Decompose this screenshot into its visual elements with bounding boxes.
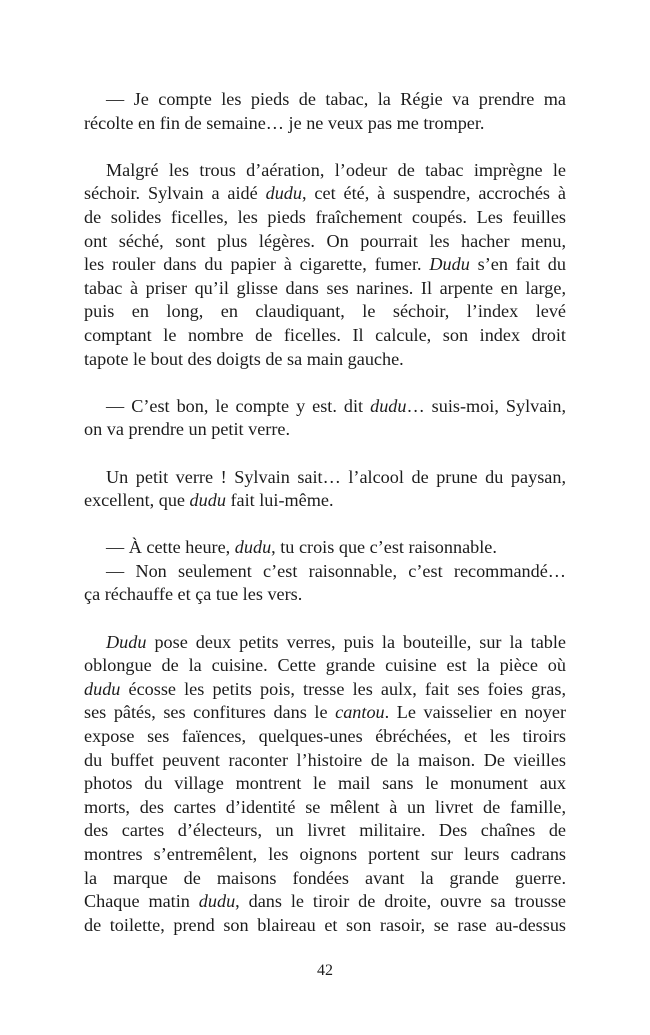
paragraph xyxy=(84,560,566,607)
text-line: tapote le bout des doigts de sa main gauche. xyxy=(84,348,404,369)
page-body xyxy=(84,88,566,937)
paragraph-gap xyxy=(84,135,566,159)
text-line: — Je compte les pieds de tabac, la Régie va prendre ma xyxy=(106,89,566,109)
text-line: dudu écosse les petits pois, tresse les aulx, fait ses foies gras, xyxy=(84,678,566,699)
text-line: la marque de maisons fondées avant la grande guerre. xyxy=(84,867,566,888)
paragraph xyxy=(84,466,566,513)
italic-word: dudu xyxy=(189,490,226,511)
text-line: séchoir. Sylvain a aidé dudu, cet été, à suspendre, accrochés à xyxy=(84,183,566,204)
paragraph-gap xyxy=(84,513,566,537)
text-line: comptant le nombre de ficelles. Il calcule, son index droit xyxy=(84,324,566,345)
text-line: Dudu pose deux petits verres, puis la bouteille, sur la table xyxy=(106,631,566,652)
paragraph xyxy=(84,536,566,560)
text-line: oblongue de la cuisine. Cette grande cuisine est la pièce où xyxy=(84,655,566,676)
text-line: expose ses faïences, quelques-unes ébréchées, et les tiroirs xyxy=(84,726,566,747)
text-line: ça réchauffe et ça tue les vers. xyxy=(84,584,303,605)
text-line: Chaque matin dudu, dans le tiroir de droite, ouvre sa trousse xyxy=(84,891,566,912)
text-line: — À cette heure, dudu, tu crois que c’est raisonnable. xyxy=(106,537,497,558)
text-line: récolte en fin de semaine… je ne veux pas me tromper. xyxy=(84,112,485,133)
text-line: des cartes d’électeurs, un livret militaire. Des chaînes de xyxy=(84,820,566,841)
italic-word: dudu xyxy=(370,395,407,416)
text-line: du buffet peuvent raconter l’histoire de la maison. De vieilles xyxy=(84,749,566,770)
text-line: — C’est bon, le compte y est. dit dudu… suis-moi, Sylvain, xyxy=(106,395,566,416)
italic-word: dudu xyxy=(84,678,121,699)
italic-word: Dudu xyxy=(106,631,147,652)
text-line: ont séché, sont plus légères. On pourrait les hacher menu, xyxy=(84,230,566,251)
paragraph xyxy=(84,159,566,371)
paragraph-gap xyxy=(84,607,566,631)
paragraph xyxy=(84,88,566,135)
italic-word: dudu xyxy=(198,891,236,912)
text-line: Un petit verre ! Sylvain sait… l’alcool de prune du paysan, xyxy=(106,466,566,487)
text-line: — Non seulement c’est raisonnable, c’est recommandé… xyxy=(106,560,566,581)
paragraph xyxy=(84,395,566,442)
text-line: de solides ficelles, les pieds fraîchement coupés. Les feuilles xyxy=(84,206,566,227)
text-line: excellent, que dudu fait lui-même. xyxy=(84,490,334,511)
text-line: tabac à priser qu’il glisse dans ses narines. Il arpente en large, xyxy=(84,277,566,298)
text-line: les rouler dans du papier à cigarette, fumer. Dudu s’en fait du xyxy=(84,254,566,275)
paragraph xyxy=(84,631,566,938)
text-line: morts, des cartes d’identité se mêlent à un livret de famille, xyxy=(84,796,566,817)
text-line: montres s’entremêlent, les oignons portent sur leurs cadrans xyxy=(84,844,566,864)
text-line: on va prendre un petit verre. xyxy=(84,419,291,440)
italic-word: Dudu xyxy=(429,254,470,275)
paragraph-gap xyxy=(84,442,566,466)
paragraph-gap xyxy=(84,371,566,395)
italic-word: cantou xyxy=(335,702,385,723)
text-line: puis en long, en claudiquant, le séchoir, l’index levé xyxy=(84,301,566,322)
text-line: Malgré les trous d’aération, l’odeur de tabac imprègne le xyxy=(106,159,566,180)
text-line: photos du village montrent le mail sans le monument aux xyxy=(84,773,566,794)
italic-word: dudu xyxy=(265,183,302,204)
text-line: de toilette, prend son blaireau et son rasoir, se rase au-dessus xyxy=(84,914,566,935)
text-line: ses pâtés, ses confitures dans le cantou. Le vaisselier en noyer xyxy=(84,702,566,723)
page-number: 42 xyxy=(317,962,333,979)
italic-word: dudu xyxy=(234,537,272,558)
